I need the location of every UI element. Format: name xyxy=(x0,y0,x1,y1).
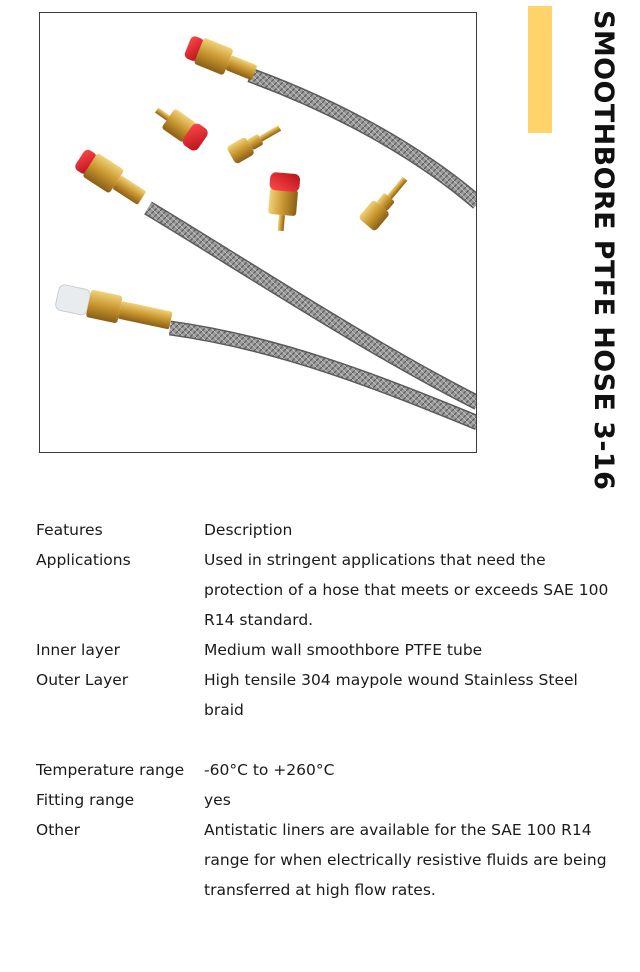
spec-row-fitting-range xyxy=(36,785,616,815)
spacer xyxy=(36,725,616,755)
spec-header-key: Features xyxy=(36,521,103,539)
spec-value: Medium wall smoothbore PTFE tube xyxy=(204,641,483,659)
page-title: SMOOTHBORE PTFE HOSE 3-16 xyxy=(588,10,619,491)
spec-key: Inner layer xyxy=(36,641,120,659)
spec-row-applications xyxy=(36,545,616,635)
hose-assembly-photo-icon xyxy=(40,13,477,453)
spec-value: Antistatic liners are available for the SAE 100 R14 range for when electrically resistive fluids are being transferred at high flow rates. xyxy=(204,821,607,899)
spec-key: Other xyxy=(36,821,81,839)
spec-value: yes xyxy=(204,791,231,809)
product-photo xyxy=(39,12,477,453)
spec-key: Fitting range xyxy=(36,791,135,809)
spec-header-value: Description xyxy=(204,521,293,539)
spec-value: Used in stringent applications that need the protection of a hose that meets or exceeds SAE 100 R14 standard. xyxy=(204,551,609,629)
spec-value: High tensile 304 maypole wound Stainless Steel braid xyxy=(204,671,578,719)
spec-row-other xyxy=(36,815,616,905)
spec-row-inner-layer xyxy=(36,635,616,665)
spec-key: Outer Layer xyxy=(36,671,129,689)
spec-row-outer-layer xyxy=(36,665,616,725)
spec-header-row xyxy=(36,515,616,545)
spec-key: Temperature range xyxy=(36,761,185,779)
spec-row-temperature-range xyxy=(36,755,616,785)
spec-key: Applications xyxy=(36,551,131,569)
spec-table xyxy=(36,515,616,905)
spec-value: -60°C to +260°C xyxy=(204,761,335,779)
accent-bar xyxy=(528,6,552,133)
